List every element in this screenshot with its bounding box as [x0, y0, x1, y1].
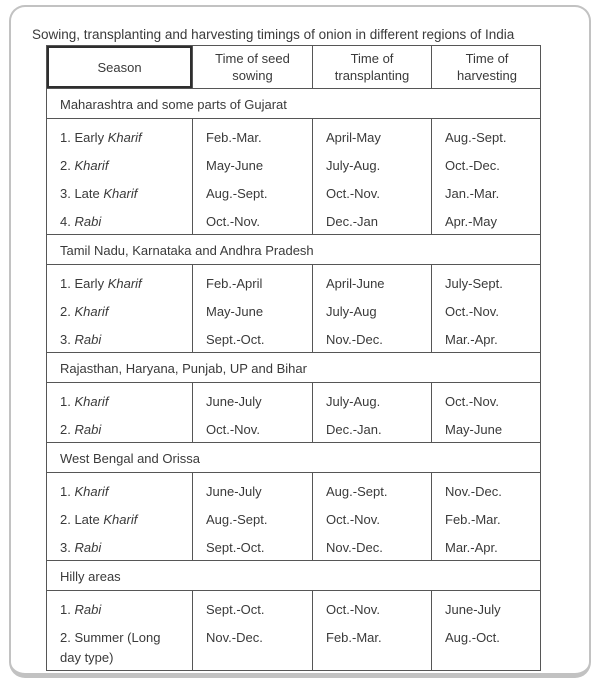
transplanting-cell [312, 265, 431, 352]
sowing-cell [192, 265, 312, 352]
transplanting-cell [312, 591, 431, 670]
harvesting-value: Aug.-Sept. [445, 130, 507, 145]
sowing-value: Oct.-Nov. [206, 214, 260, 229]
season-entry: 1. Early Kharif [60, 130, 142, 145]
header-cell-season: Season [47, 46, 192, 88]
transplanting-cell [312, 119, 431, 234]
sowing-value: June-July [206, 484, 262, 499]
sowing-value: Nov.-Dec. [206, 630, 263, 645]
transplanting-value: Aug.-Sept. [326, 484, 388, 499]
transplanting-value: Dec.-Jan [326, 214, 379, 229]
sowing-value: Feb.-Mar. [206, 130, 262, 145]
harvesting-value: Feb.-Mar. [445, 512, 501, 527]
section-region-label: Tamil Nadu, Karnataka and Andhra Pradesh [60, 243, 314, 258]
season-name-italic: Rabi [74, 540, 102, 555]
season-name-italic: Rabi [74, 214, 102, 229]
harvesting-cell [431, 591, 542, 670]
harvesting-value: Apr.-May [445, 214, 498, 229]
transplanting-value: Dec.-Jan. [326, 422, 382, 437]
harvesting-cell [431, 265, 542, 352]
header-cell-time-of-transplanting: Time of transplanting [312, 46, 431, 88]
season-entry: 2. Kharif [60, 304, 109, 319]
transplanting-value: April-June [326, 276, 385, 291]
transplanting-value: July-Aug [326, 304, 377, 319]
section-title-row [47, 88, 540, 118]
harvesting-cell [431, 383, 542, 442]
season-name-italic: Kharif [74, 484, 109, 499]
season-name-italic: Kharif [74, 158, 109, 173]
transplanting-value: Nov.-Dec. [326, 332, 383, 347]
harvesting-value: Mar.-Apr. [445, 332, 498, 347]
harvesting-value: Nov.-Dec. [445, 484, 502, 499]
section-data-row [47, 382, 540, 442]
season-entry: 3. Rabi [60, 332, 102, 347]
timings-table [46, 45, 541, 671]
season-name-italic: Kharif [74, 394, 109, 409]
transplanting-value: July-Aug. [326, 158, 381, 173]
section-title-row [47, 560, 540, 590]
season-entry: 1. Rabi [60, 602, 102, 617]
section-title-row [47, 352, 540, 382]
season-entry: 1. Kharif [60, 484, 109, 499]
transplanting-value: April-May [326, 130, 381, 145]
section-region-label: Maharashtra and some parts of Gujarat [60, 97, 287, 112]
header-cell-time-of-harvesting: Time of harvesting [431, 46, 542, 88]
sowing-value: Sept.-Oct. [206, 332, 265, 347]
season-entry: 3. Rabi [60, 540, 102, 555]
season-name-italic: Kharif [74, 304, 109, 319]
harvesting-value: Oct.-Dec. [445, 158, 500, 173]
season-name-italic: Rabi [74, 332, 102, 347]
sowing-value: Sept.-Oct. [206, 602, 265, 617]
sowing-value: May-June [206, 158, 264, 173]
section-title-row [47, 442, 540, 472]
transplanting-value: Oct.-Nov. [326, 602, 380, 617]
section-data-row [47, 118, 540, 234]
harvesting-value: July-Sept. [445, 276, 503, 291]
section-region-label: Hilly areas [60, 569, 121, 584]
season-cell [47, 591, 192, 670]
sowing-cell [192, 473, 312, 560]
transplanting-value: July-Aug. [326, 394, 381, 409]
section-data-row [47, 472, 540, 560]
section-data-row [47, 264, 540, 352]
section-region-label: Rajasthan, Haryana, Punjab, UP and Bihar [60, 361, 307, 376]
transplanting-value: Oct.-Nov. [326, 186, 380, 201]
sowing-value: Feb.-April [206, 276, 263, 291]
season-cell [47, 119, 192, 234]
header-cell-time-of-seed-sowing: Time of seed sowing [192, 46, 312, 88]
season-entry: 4. Rabi [60, 214, 102, 229]
harvesting-cell [431, 119, 542, 234]
transplanting-value: Feb.-Mar. [326, 630, 382, 645]
harvesting-value: May-June [445, 422, 503, 437]
table-header-row [47, 46, 540, 88]
season-cell [47, 265, 192, 352]
season-cell [47, 383, 192, 442]
harvesting-value: Aug.-Oct. [445, 630, 500, 645]
sowing-value: Sept.-Oct. [206, 540, 265, 555]
sowing-cell [192, 591, 312, 670]
season-name-italic: Kharif [103, 186, 138, 201]
season-entry: 1. Kharif [60, 394, 109, 409]
season-name-italic: Rabi [74, 602, 102, 617]
season-entry: 2. Kharif [60, 158, 109, 173]
sowing-cell [192, 119, 312, 234]
transplanting-value: Oct.-Nov. [326, 512, 380, 527]
section-title-row [47, 234, 540, 264]
table-title: Sowing, transplanting and harvesting timings of onion in different regions of India [32, 27, 515, 42]
season-name-italic: Kharif [107, 276, 142, 291]
season-name-italic: Kharif [107, 130, 142, 145]
season-name-italic: Kharif [103, 512, 138, 527]
season-entry: 1. Early Kharif [60, 276, 142, 291]
season-entry: 3. Late Kharif [60, 186, 138, 201]
sowing-value: June-July [206, 394, 262, 409]
harvesting-value: Mar.-Apr. [445, 540, 498, 555]
season-entry: 2. Late Kharif [60, 512, 138, 527]
season-cell [47, 473, 192, 560]
harvesting-value: Jan.-Mar. [445, 186, 500, 201]
sowing-value: Aug.-Sept. [206, 186, 268, 201]
transplanting-cell [312, 473, 431, 560]
transplanting-cell [312, 383, 431, 442]
season-entry: 2. Rabi [60, 422, 102, 437]
section-region-label: West Bengal and Orissa [60, 451, 200, 466]
section-data-row [47, 590, 540, 670]
harvesting-value: Oct.-Nov. [445, 394, 499, 409]
content-card [9, 5, 591, 678]
season-name-italic: Rabi [74, 422, 102, 437]
sowing-cell [192, 383, 312, 442]
table-body [47, 88, 540, 670]
sowing-value: Aug.-Sept. [206, 512, 268, 527]
sowing-value: Oct.-Nov. [206, 422, 260, 437]
season-entry: 2. Summer (Long day type) [60, 630, 161, 665]
transplanting-value: Nov.-Dec. [326, 540, 383, 555]
harvesting-value: June-July [445, 602, 501, 617]
harvesting-value: Oct.-Nov. [445, 304, 499, 319]
harvesting-cell [431, 473, 542, 560]
sowing-value: May-June [206, 304, 264, 319]
